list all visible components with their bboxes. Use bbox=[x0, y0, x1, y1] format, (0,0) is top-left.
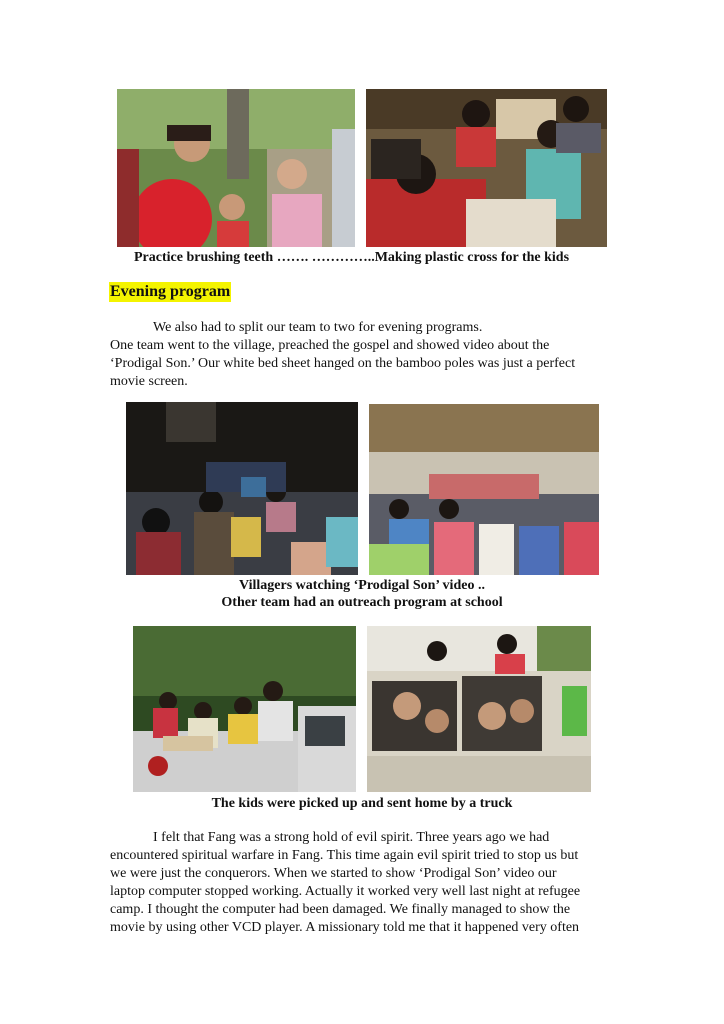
paragraph-line: I felt that Fang was a strong hold of evil spirit. Three years ago we had bbox=[153, 830, 550, 845]
caption-row-3: The kids were picked up and sent home by a truck bbox=[211, 796, 513, 811]
paragraph-fang bbox=[110, 829, 610, 937]
caption-row-1: Practice brushing teeth ……. …………..Making plastic cross for the kids bbox=[134, 250, 570, 265]
paragraph-line: One team went to the village, preached the gospel and showed video about the bbox=[110, 338, 550, 353]
paragraph-line: laptop computer stopped working. Actually it worked very well last night at refugee bbox=[110, 884, 581, 899]
paragraph-line: camp. I thought the computer had been damaged. We finally managed to show the bbox=[110, 902, 571, 917]
paragraph-evening bbox=[110, 319, 610, 391]
paragraph-line: movie screen. bbox=[110, 374, 188, 389]
photo-school-outreach bbox=[369, 404, 599, 575]
paragraph-line: movie by using other VCD player. A missionary told me that it happened very often bbox=[110, 920, 580, 935]
photo-brushing-teeth bbox=[117, 89, 355, 247]
photo-truck-passengers bbox=[367, 626, 591, 792]
caption-row-2-line-2: Other team had an outreach program at school bbox=[221, 595, 503, 610]
photo-making-crosses bbox=[366, 89, 607, 247]
section-heading: Evening program bbox=[110, 283, 231, 300]
photo-kids-in-truck bbox=[133, 626, 356, 792]
paragraph-line: we were just the conquerors. When we started to show ‘Prodigal Son’ video our bbox=[110, 866, 557, 881]
paragraph-line: ‘Prodigal Son.’ Our white bed sheet hanged on the bamboo poles was just a perfect bbox=[110, 356, 576, 371]
paragraph-line: encountered spiritual warfare in Fang. This time again evil spirit tried to stop us but bbox=[110, 848, 579, 863]
caption-row-2-line-1: Villagers watching ‘Prodigal Son’ video .. bbox=[239, 578, 485, 593]
photo-villagers-watching bbox=[126, 402, 358, 575]
paragraph-line: We also had to split our team to two for evening programs. bbox=[153, 320, 483, 335]
